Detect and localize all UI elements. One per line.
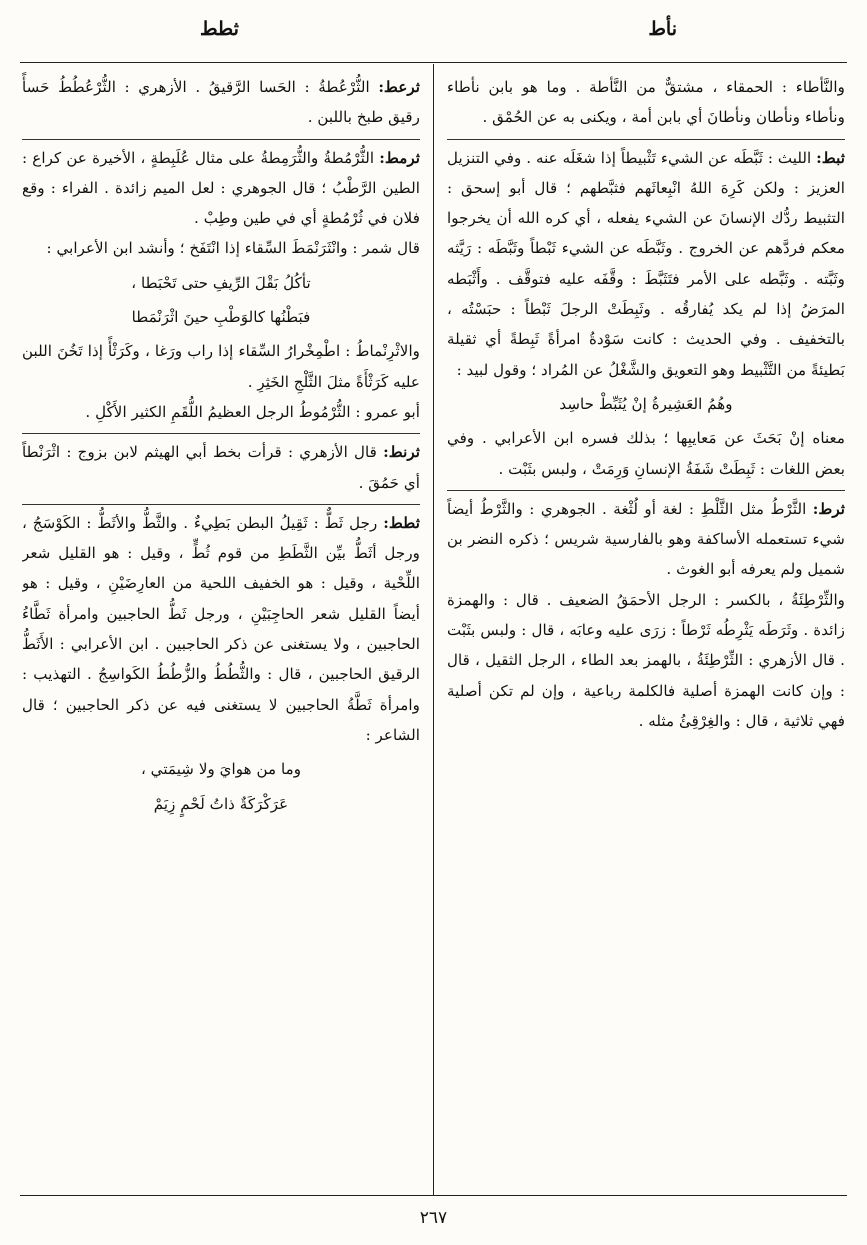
column-divider [433,64,434,1195]
entry-text: الثَّرْطُ مثل الثَّلْطِ : لغة أو لُثْغة . الجوهري : والثَّرْطُ أيضاً شيء تستعمله الأساكفة وهو بالفارسية شريس ؛ ذكره النضر بن شميل ولم يعرفه أبو الغوث . [447,499,845,579]
entry-paragraph [22,233,420,263]
verse-line: عَرَكْرَكَةٌ ذاتُ لَحْمٍ زِيَمْ [153,794,289,813]
dictionary-entry [22,504,420,819]
entry-headword: ثرمط: [379,148,420,167]
entry-text: رجل ثَطٌّ : ثَقِيلُ البطن بَطِيءٌ . والثَّطُّ والأثَطُّ : الكَوْسَجُ ، ورجل أثَطُّ بيِّن الثَّطَطِ من قوم ثُطٍّ ، وقيل : هو القليل شعر اللِّحْية ، وقيل : هو الخفيف اللحية من العارِضَيْنِ ، وقيل : هو أيضاً القليل شعر الحاجِبَيْنِ ، ورجل ثَطُّ الحاجبين وامرأة ثَطَّاءُ الحاجبين ، ولا يستغنى عن ذكر الحاجبين . ابن الأعرابي : الأَثَطُّ الرقيق الحاجبين ، قال : والثُّطُطُ والزُّطُطُ الكَواسِجُ . التهذيب : وامرأة ثَطَّةُ الحاجبين لا يستغنى فيه عن ذكر الحاجبين ؛ قال الشاعر : [22,513,420,744]
footer-rule [20,1195,847,1196]
entry-paragraph [447,494,845,585]
header-rule [20,62,847,63]
verse-line: فبَطْنُها كالوَطْبِ حينَ اثْرَنْمَطا [131,308,311,327]
entry-headword: ثطط: [383,513,420,532]
entry-paragraph [447,143,845,385]
entry-headword: ثبط: [816,148,845,167]
entry-paragraph: والاثْرِنْماطُ : اطْمِخْرارُ السِّقاء إذا راب ورَغا ، وكَرَثْأً إذا تَخُنَ اللبن عليه كَرَثْأَةً مثلَ الثَّلْجِ الخَثِرِ . [22,342,420,391]
entry-text: الثُّرْعُطةُ : الحَسا الرَّقيقُ . الأزهري : الثُّرْعُطُطُ حَسأً رقيق طبخ باللبن . [22,78,420,127]
entry-text: والنَّأطاء : الحمقاء ، مشتقٌّ من النَّأطة . وما هو بابن نأطاء ونأطاء ونأطان ونأطانَ أي بابن أمة ، ويكنى به عن الحُمْق . [447,78,845,127]
dictionary-entry [447,72,845,133]
entry-text: قال الأزهري : قرأت بخط أبي الهيثم لابن بزوج : اثْرَنْطاً أي حَمُقَ . [22,443,420,492]
dictionary-entry [22,433,420,498]
verse-line: وهُمُ العَشِيرةُ إنْ يُثَبِّطْ حاسِد [559,394,733,413]
entry-paragraph: أبو عمرو : الثُّرْمُوطُ الرجل العظيمُ اللُّقَمِ الكثير الأَكْلِ . [85,402,420,421]
right-column [447,72,845,1190]
entry-headword: ثرعط: [378,78,420,96]
entry-paragraph [447,72,845,133]
entry-paragraph [22,437,420,498]
entry-paragraph [22,143,420,234]
running-header-left: ثطط [200,18,239,40]
page-number: ٢٦٧ [419,1208,448,1228]
entry-text: الليث : ثَبَّطَه عن الشيء تَثْبيطاً إذا شغَلَه عنه . وفي التنزيل العزيز : ولكن كَرِهَ اللهُ انْبِعاثَهم فثبَّطهم ؛ قال أبو إسحق : التثبيط ردُّك الإنسانَ عن الشيء يفعله ، أي كره الله أن يخرجوا معكم فردَّهم عن الخروج . وثَبَّطَه عن الشيء ثَبْطاً وثَبَّطَه : رَيَّثه وثَبَّته . وثَبَّطه على الأمر فتَثَبَّطَ : وقَّفَه عليه فتوقَّف . وأَثْبَطه المرَضُ إذا لم يكد يُفارقُه . وثَبِطَتْ الرجلَ ثَبْطاً : حبَسْتُه ، بالتخفيف . وفي الحديث : كانت سَوْدةُ امرأةً ثَبِطةً أي ثقيلة بَطيئةً من التَّثْبيط وهو التعويق والشَّغْلُ عن المُراد ؛ وقول لبيد : [447,148,845,379]
left-column [22,72,420,1190]
entry-paragraph [22,508,420,750]
dictionary-entry [447,139,845,484]
entry-paragraph [447,585,845,736]
entry-headword: ثرنط: [383,443,420,462]
verse-line: تأكُلُ بَقْلَ الرِّيفِ حتى تَحْبَطا ، [131,273,311,292]
entry-text: الثُّرْمُطةُ والثُّرَمِطةُ على مثال عُلَبِطةٍ ، الأخيرة عن كراع : الطين الرَّطْبُ ؛ قال الجوهري : لعل الميم زائدة . الفراء : وقع فلان في ثُرْمُطةٍ أي في طين وطِبْ . [22,148,420,228]
entry-text: قال شمر : وانْثَرَنْمَطَ السِّقاء إذا انْتَفَخ ؛ وأنشد ابن الأعرابي : [46,239,420,258]
entry-headword: ثرط: [812,499,845,518]
entry-text: والثِّرْطِئَةُ ، بالكسر : الرجل الأحمَقُ الضعيف . قال : والهمزة زائدة . وثَرَطَه يَثْرِطُه ثَرْطاً : زرَى عليه وعابَه ، قال : ولبس بثَبْت . قال الأزهري : الثِّرْطِئَةُ ، بالهمز بعد الطاء ، الرجل الثقيل ، قال : وإن كانت الهمزة أصلية فالكلمة رباعية ، وإن لم تكن أصلية فهي ثلاثية ، قال : والغِرْقِئُ مثله . [447,590,845,730]
entry-paragraph: معناه إنْ بَحَثَ عن مَعايبِها ؛ بذلك فسره ابن الأعرابي . وفي بعض اللغات : ثَبِطَتْ شَفَةُ الإنسانِ وَرِمَتْ ، ولبس بثَبْت . [447,429,845,478]
entry-paragraph [22,72,420,133]
dictionary-entry [447,490,845,736]
dictionary-entry [22,72,420,133]
dictionary-entry [22,139,420,428]
running-header-right: نأط [648,18,677,40]
verse-line: وما من هوايَ ولا شِيمَتي ، [140,760,302,779]
